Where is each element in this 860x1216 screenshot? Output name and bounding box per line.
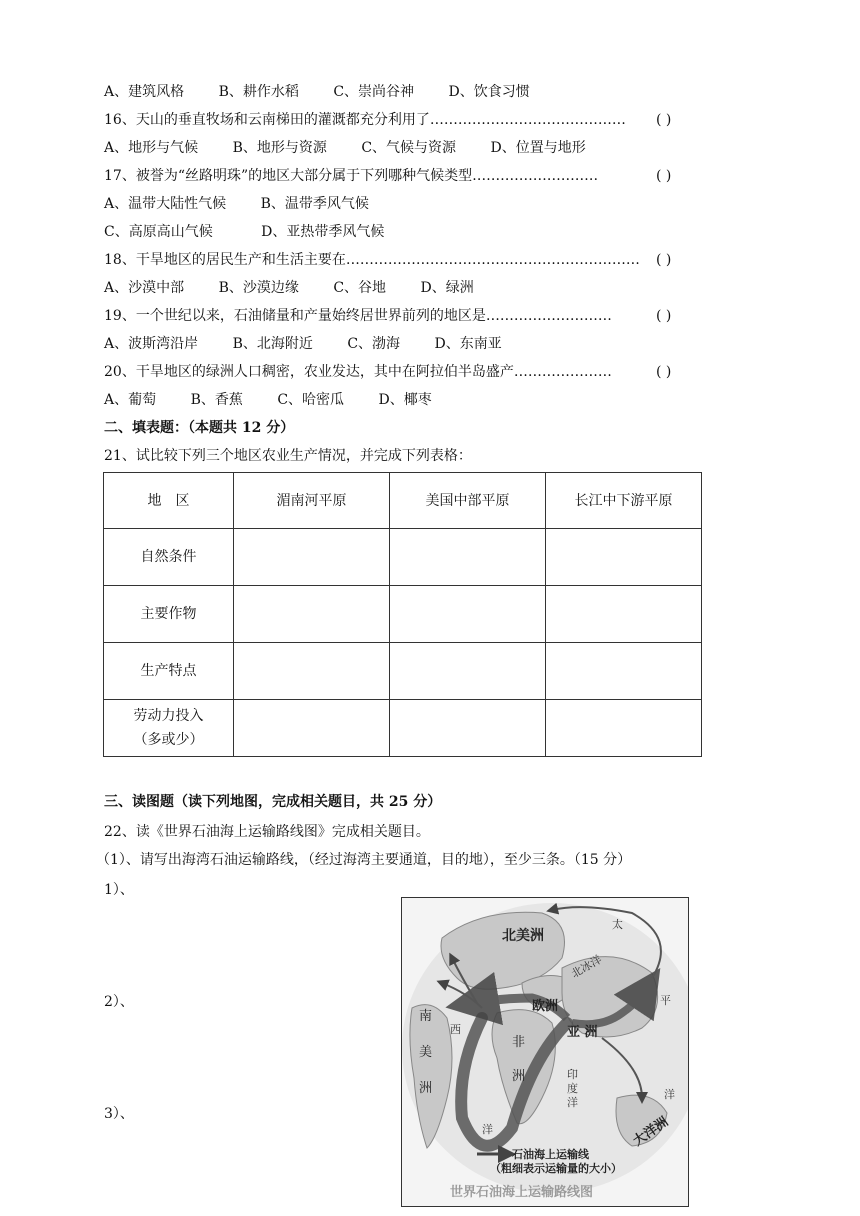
oil-route-map <box>401 897 689 1207</box>
label-oceania: 大洋洲 <box>630 1114 672 1150</box>
q15-option-a[interactable]: A、建筑风格 <box>104 84 185 100</box>
table-row-label: 主要作物 <box>104 586 234 643</box>
table-cell[interactable] <box>546 643 702 700</box>
label-pacific-1: 太 <box>612 918 623 931</box>
table-row <box>104 529 702 586</box>
q18-options <box>104 278 504 298</box>
q16-answer-paren[interactable]: ( ) <box>656 112 672 128</box>
q17-option-a[interactable]: A、温带大陆性气候 <box>104 196 227 212</box>
q16-option-d[interactable]: D、位置与地形 <box>490 140 586 156</box>
q18-option-d[interactable]: D、绿洲 <box>420 280 474 296</box>
q19-option-c[interactable]: C、渤海 <box>347 336 401 352</box>
answer-line-2[interactable]: 2）、 <box>104 994 134 1010</box>
table-cell[interactable] <box>390 586 546 643</box>
q16-options <box>104 138 616 158</box>
q17-option-d[interactable]: D、亚热带季风气候 <box>261 224 385 240</box>
q17-answer-paren[interactable]: ( ) <box>656 168 672 184</box>
q16-stem: 16、天山的垂直牧场和云南梯田的灌溉都充分利用了…………………………………… <box>104 112 626 128</box>
q21-stem: 21、试比较下列三个地区农业生产情况，并完成下列表格： <box>104 448 472 464</box>
label-africa-1: 非 <box>512 1035 526 1050</box>
table-row-label: 生产特点 <box>104 643 234 700</box>
label-pacific-2: 平 <box>660 994 671 1007</box>
table-row-label <box>104 700 234 757</box>
label-indian-ocean-2: 度 <box>567 1082 578 1095</box>
section2-title: 二、填表题：（本题共 12 分） <box>104 420 295 436</box>
table-cell[interactable] <box>234 586 390 643</box>
q19-answer-paren[interactable]: ( ) <box>656 308 672 324</box>
section3-title: 三、读图题（读下列地图，完成相关题目，共 25 分） <box>104 794 442 810</box>
q18-option-c[interactable]: C、谷地 <box>333 280 387 296</box>
table-header-row <box>104 473 702 529</box>
q22-stem: 22、读《世界石油海上运输路线图》完成相关题目。 <box>104 824 430 840</box>
table-cell[interactable] <box>234 529 390 586</box>
q20-answer-paren[interactable]: ( ) <box>656 364 672 380</box>
q22-sub1: （1）、请写出海湾石油运输路线，（经过海湾主要通道，目的地），至少三条。（15 分） <box>96 852 632 868</box>
label-indian-ocean-1: 印 <box>567 1068 578 1081</box>
q17-options-row2 <box>104 222 414 242</box>
q17-option-c[interactable]: C、高原高山气候 <box>104 224 213 240</box>
map-graphic <box>402 898 688 1206</box>
q16-option-c[interactable]: C、气候与资源 <box>361 140 457 156</box>
table-header-us-central: 美国中部平原 <box>390 473 546 529</box>
q20-stem: 20、干旱地区的绿洲人口稠密，农业发达，其中在阿拉伯半岛盛产………………… <box>104 364 612 380</box>
table-cell[interactable] <box>546 700 702 757</box>
q18-answer-paren[interactable]: ( ) <box>656 252 672 268</box>
label-north-america: 北美洲 <box>502 928 544 944</box>
legend-line2: （粗细表示运输量的大小） <box>490 1162 622 1175</box>
table-cell[interactable] <box>234 643 390 700</box>
q16-option-b[interactable]: B、地形与资源 <box>232 140 327 156</box>
labor-label-line1: 劳动力投入 <box>133 708 204 724</box>
q18-option-a[interactable]: A、沙漠中部 <box>104 280 185 296</box>
answer-line-3[interactable]: 3）、 <box>104 1106 134 1122</box>
label-atlantic-2: 洋 <box>482 1123 493 1136</box>
table-header-menam: 湄南河平原 <box>234 473 390 529</box>
table-header-region: 地 区 <box>104 473 234 529</box>
q19-option-d[interactable]: D、东南亚 <box>434 336 502 352</box>
table-row <box>104 586 702 643</box>
q17-option-b[interactable]: B、温带季风气候 <box>260 196 369 212</box>
q19-stem: 19、一个世纪以来，石油储量和产量始终居世界前列的地区是……………………… <box>104 308 612 324</box>
map-title: 世界石油海上运输路线图 <box>450 1185 594 1200</box>
q18-option-b[interactable]: B、沙漠边缘 <box>218 280 299 296</box>
q20-options <box>104 390 462 410</box>
table-cell[interactable] <box>546 586 702 643</box>
q20-option-a[interactable]: A、葡萄 <box>104 392 157 408</box>
q15-option-b[interactable]: B、耕作水稻 <box>218 84 299 100</box>
table-cell[interactable] <box>234 700 390 757</box>
table-header-yangtze: 长江中下游平原 <box>546 473 702 529</box>
table-row <box>104 700 702 757</box>
table-row <box>104 643 702 700</box>
q20-option-c[interactable]: C、哈密瓜 <box>277 392 345 408</box>
label-south-america-1: 南 <box>419 1009 433 1024</box>
table-cell[interactable] <box>390 529 546 586</box>
label-asia: 亚 洲 <box>567 1025 598 1040</box>
label-africa-2: 洲 <box>512 1069 526 1084</box>
q15-option-c[interactable]: C、崇尚谷神 <box>333 84 415 100</box>
q15-option-d[interactable]: D、饮食习惯 <box>448 84 530 100</box>
labor-label-line2: （多或少） <box>133 732 204 748</box>
q20-option-b[interactable]: B、香蕉 <box>190 392 243 408</box>
label-atlantic-1: 西 <box>450 1023 461 1036</box>
q17-stem: 17、被誉为“丝路明珠”的地区大部分属于下列哪种气候类型……………………… <box>104 168 599 184</box>
table-cell[interactable] <box>390 700 546 757</box>
label-south-america-2: 美 <box>419 1045 433 1060</box>
q15-options <box>104 82 560 102</box>
table-row-label: 自然条件 <box>104 529 234 586</box>
legend-line1: 石油海上运输线 <box>512 1148 589 1161</box>
answer-line-1[interactable]: 1）、 <box>104 882 134 898</box>
q20-option-d[interactable]: D、椰枣 <box>378 392 432 408</box>
q17-options-row1 <box>104 194 399 214</box>
q19-options <box>104 334 532 354</box>
label-indian-ocean-3: 洋 <box>567 1096 578 1109</box>
table-cell[interactable] <box>390 643 546 700</box>
label-south-america-3: 洲 <box>419 1081 433 1096</box>
label-europe: 欧洲 <box>532 999 559 1014</box>
q16-option-a[interactable]: A、地形与气候 <box>104 140 199 156</box>
label-pacific-3: 洋 <box>664 1088 675 1101</box>
q21-table <box>103 472 702 757</box>
q18-stem: 18、干旱地区的居民生产和生活主要在……………………………………………………… <box>104 252 640 268</box>
q19-option-b[interactable]: B、北海附近 <box>232 336 313 352</box>
label-north-sea: 北冰洋 <box>569 952 605 981</box>
table-cell[interactable] <box>546 529 702 586</box>
q19-option-a[interactable]: A、波斯湾沿岸 <box>104 336 199 352</box>
